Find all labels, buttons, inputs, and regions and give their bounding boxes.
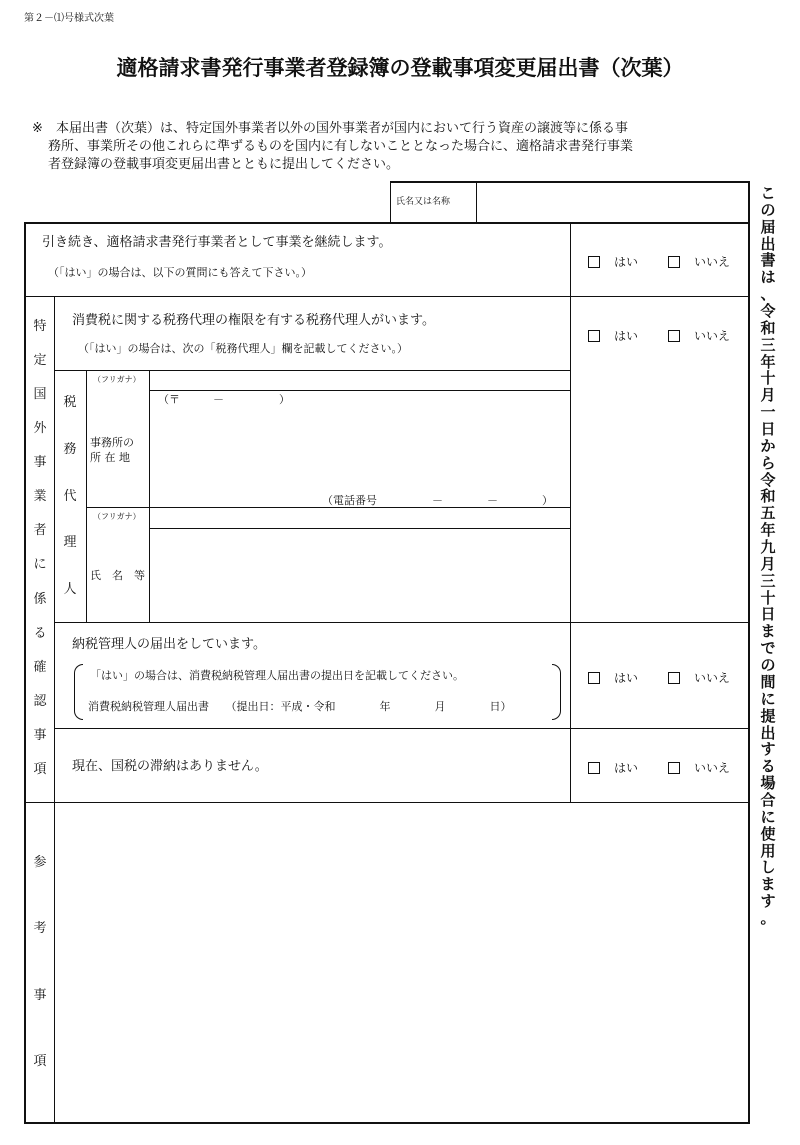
- agent-no-label: いいえ: [694, 329, 731, 343]
- side-note-char: 提: [760, 706, 776, 725]
- side-note-char: 年: [760, 521, 776, 540]
- side-note-char: 合: [760, 790, 776, 809]
- agent-sub: （「はい」の場合は、次の「税務代理人」欄を記載してください。）: [78, 342, 408, 355]
- agent-question: 消費税に関する税務代理の権限を有する税務代理人がいます。: [72, 313, 435, 328]
- note-line-2: 務所、事業所その他これらに準ずるものを国内に有しないこととなった場合に、適格請求書発行事業: [48, 139, 634, 154]
- note-line-1: 本届出書（次葉）は、特定国外事業者以外の国外事業者が国内において行う資産の譲渡等に係る事: [56, 121, 629, 136]
- side-note-char: 九: [760, 538, 776, 557]
- name-label: 氏名又は名称: [396, 197, 451, 207]
- agent-name-furigana-field[interactable]: [151, 508, 569, 527]
- tax-manager-bracket-left: [74, 664, 83, 720]
- tax-manager-no-checkbox[interactable]: [668, 672, 680, 684]
- section-label: 特 定 国 外 事 業 者 に 係 る 確 認 事 項: [33, 319, 47, 777]
- side-note-char: す: [760, 740, 776, 759]
- side-note-char: 月: [760, 554, 776, 573]
- tax-manager-answer: [588, 669, 730, 686]
- continue-question: 引き続き、適格請求書発行事業者として事業を継続します。: [42, 235, 392, 250]
- side-note-char: ら: [760, 453, 776, 472]
- agent-label: 税 務 代 理 人: [63, 395, 77, 597]
- side-note-char: す: [760, 892, 776, 911]
- office-label-1: 事務所の: [90, 436, 134, 449]
- side-note-char: 間: [760, 672, 776, 691]
- side-note-char: 月: [760, 386, 776, 405]
- side-note-char: 三: [760, 335, 776, 354]
- side-note-char: 和: [760, 487, 776, 506]
- side-note-char: し: [760, 858, 776, 877]
- remarks-field[interactable]: [56, 804, 746, 1120]
- side-note-char: 年: [760, 352, 776, 371]
- tax-manager-no-label: いいえ: [694, 671, 731, 685]
- form-number: 第２－⑴号様式次葉: [24, 13, 114, 24]
- side-note-char: 出: [760, 723, 776, 742]
- side-note-char: 令: [760, 302, 776, 321]
- side-note-char: 書: [760, 251, 776, 270]
- side-note-char: の: [760, 656, 776, 675]
- side-note-char: こ: [760, 184, 776, 202]
- name-field[interactable]: [478, 183, 746, 221]
- agent-yes-checkbox[interactable]: [588, 330, 600, 342]
- side-note-char: 日: [760, 420, 776, 439]
- office-furigana-label: （フリガナ）: [93, 375, 141, 384]
- tax-manager-bracket-right: [552, 664, 561, 720]
- agent-name-furigana-label: （フリガナ）: [93, 512, 141, 521]
- note-line-3: 者登録簿の登載事項変更届出書とともに提出してください。: [48, 157, 400, 172]
- continue-answer: [588, 253, 730, 270]
- side-note-char: 、: [760, 285, 776, 304]
- side-note-char: 出: [760, 234, 776, 253]
- agent-no-checkbox[interactable]: [668, 330, 680, 342]
- postal-code-field[interactable]: （〒 － ）: [158, 393, 290, 406]
- phone-number-field[interactable]: （電話番号 － － ）: [322, 494, 553, 507]
- agent-name-field[interactable]: [151, 530, 569, 620]
- note-mark: ※: [32, 121, 43, 136]
- agent-yes-label: はい: [614, 329, 639, 343]
- office-furigana-field[interactable]: [151, 371, 569, 389]
- continue-sub: （「はい」の場合は、以下の質問にも答えて下さい。）: [48, 266, 312, 279]
- office-label-2: 所 在 地: [90, 451, 130, 464]
- tax-manager-sub1: 「はい」の場合は、消費税納税管理人届出書の提出日を記載してください。: [90, 669, 464, 682]
- side-note-char: は: [760, 268, 776, 287]
- side-note: [758, 186, 778, 926]
- page-title: 適格請求書発行事業者登録簿の登載事項変更届出書（次葉）: [116, 56, 684, 80]
- continue-no-checkbox[interactable]: [668, 256, 680, 268]
- arrears-question: 現在、国税の滞納はありません。: [72, 759, 268, 774]
- remarks-label: 参 考 事 項: [33, 855, 47, 1069]
- side-note-char: 令: [760, 470, 776, 489]
- tax-manager-date-field[interactable]: 消費税納税管理人届出書 （提出日：平成・令和 年 月 日）: [88, 700, 512, 713]
- side-note-char: 五: [760, 504, 776, 523]
- side-note-char: 十: [760, 369, 776, 388]
- side-note-char: ま: [760, 622, 776, 641]
- side-note-char: 場: [760, 774, 776, 793]
- side-note-char: 使: [760, 824, 776, 843]
- arrears-answer: [588, 759, 730, 776]
- arrears-no-label: いいえ: [694, 761, 731, 775]
- side-note-char: の: [760, 200, 776, 219]
- arrears-no-checkbox[interactable]: [668, 762, 680, 774]
- side-note-char: 一: [760, 403, 776, 422]
- side-note-char: 和: [760, 318, 776, 337]
- arrears-yes-checkbox[interactable]: [588, 762, 600, 774]
- side-note-char: 届: [760, 217, 776, 236]
- side-note-char: 。: [760, 908, 776, 927]
- tax-manager-yes-checkbox[interactable]: [588, 672, 600, 684]
- side-note-char: に: [760, 689, 776, 708]
- side-note-char: か: [760, 436, 776, 455]
- side-note-char: 日: [760, 605, 776, 624]
- continue-yes-checkbox[interactable]: [588, 256, 600, 268]
- side-note-char: 用: [760, 841, 776, 860]
- side-note-char: る: [760, 757, 776, 776]
- side-note-char: 三: [760, 571, 776, 590]
- side-note-char: ま: [760, 875, 776, 894]
- continue-yes-label: はい: [614, 255, 639, 269]
- side-note-char: で: [760, 639, 776, 658]
- agent-name-label: 氏 名 等: [90, 569, 145, 582]
- arrears-yes-label: はい: [614, 761, 639, 775]
- tax-manager-yes-label: はい: [614, 671, 639, 685]
- continue-no-label: いいえ: [694, 255, 731, 269]
- agent-answer: [588, 327, 730, 344]
- side-note-char: 十: [760, 588, 776, 607]
- tax-manager-question: 納税管理人の届出をしています。: [72, 637, 266, 652]
- side-note-char: に: [760, 807, 776, 826]
